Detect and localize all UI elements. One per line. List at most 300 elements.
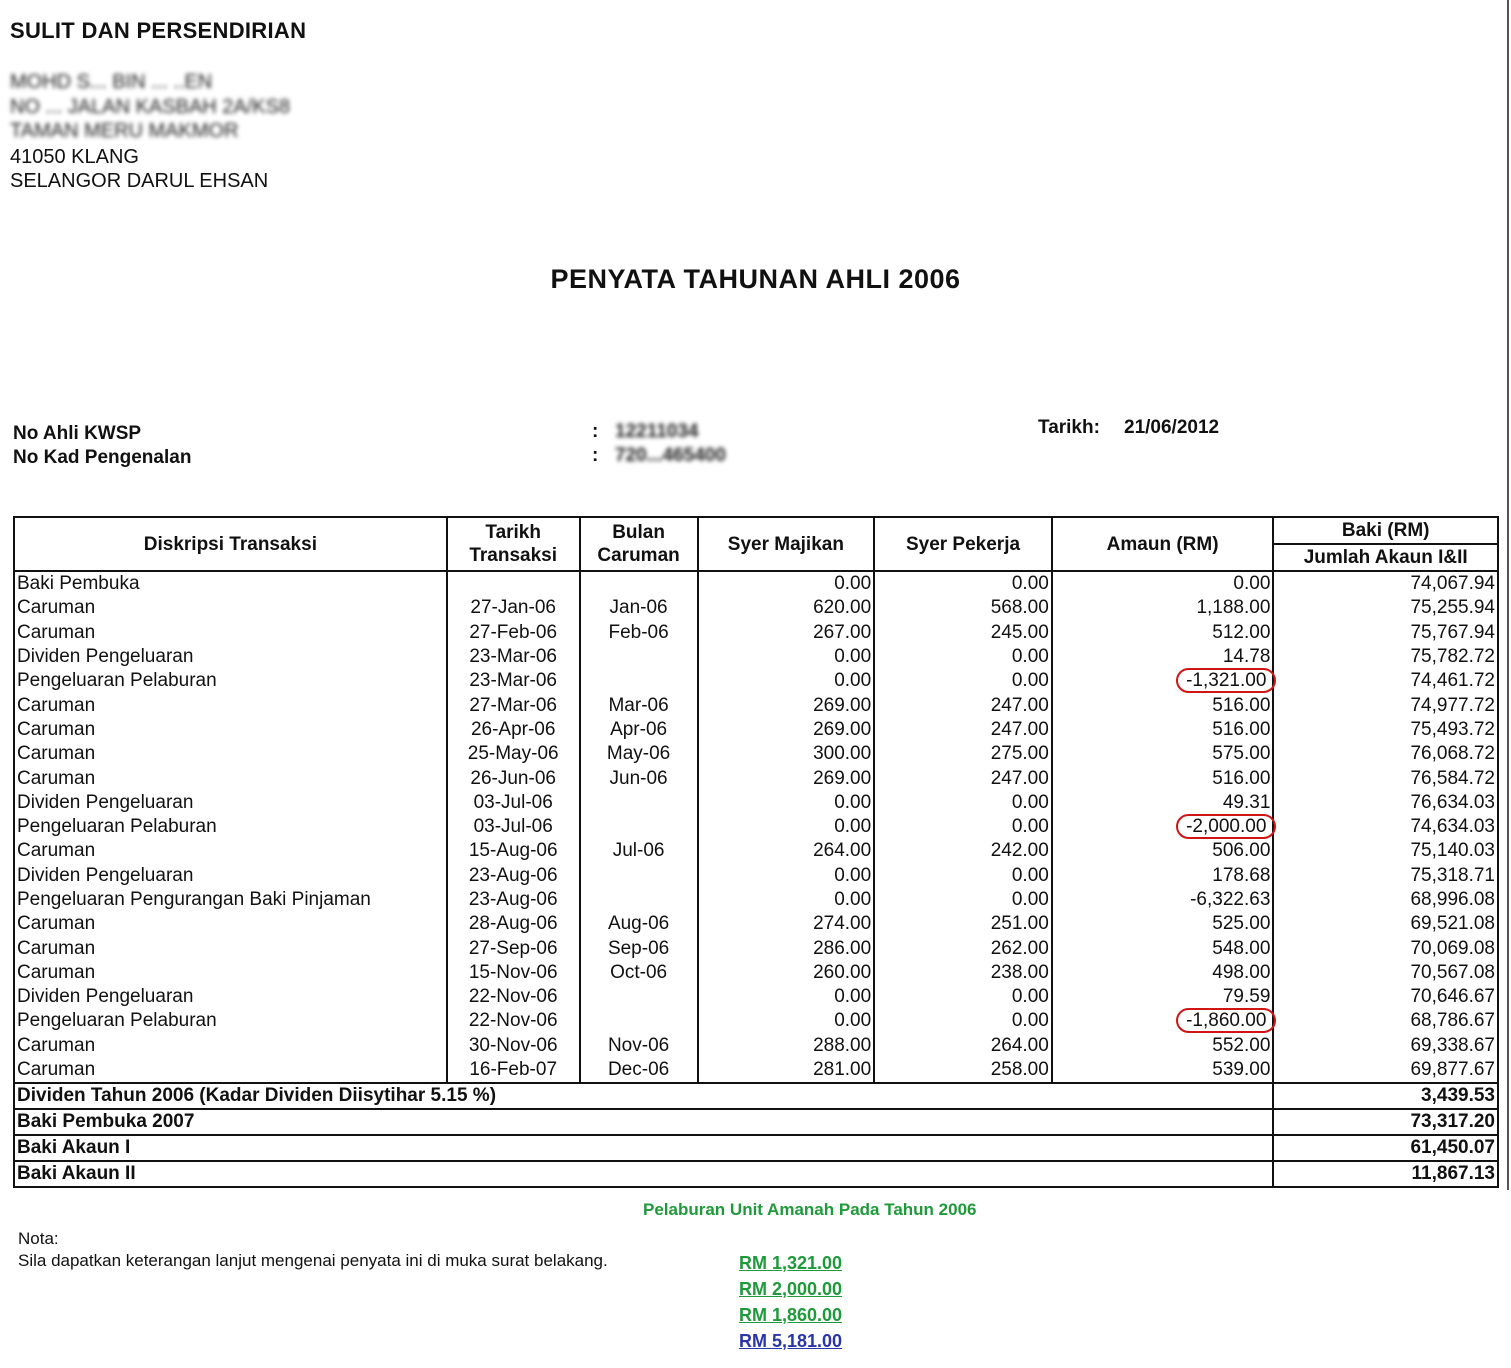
cell-description-text: Caruman xyxy=(17,597,96,619)
cell-amaun-text: 498.00 xyxy=(1212,961,1271,983)
cell-tarikh-text: 28-Aug-06 xyxy=(468,913,558,935)
cell-bulan-text: Mar-06 xyxy=(608,694,669,716)
header-baki-bottom: Jumlah Akaun I&II xyxy=(1303,547,1468,568)
cell-majikan xyxy=(698,571,875,596)
cell-amaun xyxy=(1052,961,1274,985)
cell-description-text: Caruman xyxy=(17,718,96,740)
cell-baki xyxy=(1273,621,1498,645)
header-baki-top: Baki (RM) xyxy=(1274,518,1497,545)
cell-amaun xyxy=(1052,693,1274,717)
cell-amaun xyxy=(1052,766,1274,790)
cell-majikan xyxy=(698,985,875,1009)
header-majikan: Syer Majikan xyxy=(698,517,875,571)
cell-baki-text: 74,977.72 xyxy=(1410,694,1495,716)
cell-amaun-text: 548.00 xyxy=(1212,937,1271,959)
table-row xyxy=(14,912,1498,936)
cell-baki xyxy=(1273,693,1498,717)
cell-bulan xyxy=(580,985,698,1009)
cell-description xyxy=(14,815,447,839)
summary-label: Baki Akaun II xyxy=(14,1161,1273,1187)
cell-amaun xyxy=(1052,742,1274,766)
circled-amount: -1,860.00 xyxy=(1176,1008,1276,1033)
cell-pekerja xyxy=(874,1058,1052,1083)
cell-pekerja xyxy=(874,864,1052,888)
address-line-3: TAMAN MERU MAKMOR xyxy=(10,120,239,142)
cell-pekerja xyxy=(874,693,1052,717)
investment-amount-2: RM 2,000.00 xyxy=(739,1279,843,1299)
classification-header: SULIT DAN PERSENDIRIAN xyxy=(10,18,307,43)
cell-baki-text: 70,069.08 xyxy=(1410,937,1495,959)
cell-baki-text: 75,140.03 xyxy=(1410,840,1495,862)
cell-bulan xyxy=(580,718,698,742)
cell-pekerja-text: 258.00 xyxy=(990,1059,1049,1081)
cell-amaun xyxy=(1052,1034,1274,1058)
cell-amaun xyxy=(1052,571,1274,596)
cell-pekerja xyxy=(874,718,1052,742)
cell-majikan-text: 260.00 xyxy=(813,961,872,983)
cell-description xyxy=(14,791,447,815)
cell-bulan-text: Dec-06 xyxy=(607,1059,670,1081)
cell-amaun xyxy=(1052,718,1274,742)
cell-pekerja xyxy=(874,985,1052,1009)
cell-majikan-text: 288.00 xyxy=(813,1034,872,1056)
cell-amaun-text: 0.00 xyxy=(1233,573,1271,595)
investment-total: RM 5,181.00 xyxy=(739,1331,843,1351)
header-pekerja: Syer Pekerja xyxy=(874,517,1052,571)
table-row xyxy=(14,1058,1498,1083)
no-ahli-separator: : xyxy=(592,421,599,442)
cell-baki xyxy=(1273,791,1498,815)
cell-pekerja xyxy=(874,1034,1052,1058)
cell-amaun xyxy=(1052,669,1274,693)
cell-tarikh-text: 27-Mar-06 xyxy=(469,694,558,716)
cell-majikan xyxy=(698,888,875,912)
cell-baki-text: 68,786.67 xyxy=(1410,1010,1495,1032)
cell-majikan-text: 0.00 xyxy=(834,573,872,595)
cell-pekerja xyxy=(874,766,1052,790)
cell-majikan-text: 281.00 xyxy=(813,1059,872,1081)
cell-tarikh xyxy=(447,864,580,888)
cell-tarikh xyxy=(447,1009,580,1033)
address-line-4: 41050 KLANG xyxy=(10,146,139,168)
summary-value: 73,317.20 xyxy=(1273,1109,1498,1135)
no-kp-label: No Kad Pengenalan xyxy=(13,447,192,468)
table-row xyxy=(14,718,1498,742)
cell-amaun-text: 79.59 xyxy=(1222,986,1271,1008)
cell-pekerja xyxy=(874,791,1052,815)
cell-pekerja xyxy=(874,912,1052,936)
nota-block xyxy=(18,1228,608,1272)
table-row xyxy=(14,571,1498,596)
summary-label: Baki Akaun I xyxy=(14,1135,1273,1161)
cell-majikan-text: 620.00 xyxy=(813,597,872,619)
summary-row xyxy=(14,1083,1498,1109)
cell-baki-text: 75,493.72 xyxy=(1410,718,1495,740)
cell-majikan xyxy=(698,1058,875,1083)
cell-pekerja xyxy=(874,888,1052,912)
cell-tarikh xyxy=(447,718,580,742)
table-row xyxy=(14,961,1498,985)
cell-description xyxy=(14,839,447,863)
cell-amaun-text: 178.68 xyxy=(1212,864,1271,886)
header-bulan: Bulan Caruman xyxy=(580,517,698,571)
summary-row xyxy=(14,1109,1498,1135)
circled-amount: -2,000.00 xyxy=(1176,814,1276,839)
cell-description-text: Dividen Pengeluaran xyxy=(17,646,194,668)
table-row xyxy=(14,815,1498,839)
cell-tarikh-text: 23-Mar-06 xyxy=(469,670,558,692)
cell-bulan xyxy=(580,766,698,790)
cell-description-text: Caruman xyxy=(17,621,96,643)
cell-baki xyxy=(1273,864,1498,888)
cell-tarikh-text: 03-Jul-06 xyxy=(473,791,553,813)
header-amaun: Amaun (RM) xyxy=(1052,517,1274,571)
cell-baki xyxy=(1273,815,1498,839)
cell-bulan xyxy=(580,912,698,936)
cell-tarikh-text: 26-Jun-06 xyxy=(470,767,556,789)
cell-majikan xyxy=(698,839,875,863)
cell-pekerja-text: 275.00 xyxy=(990,743,1049,765)
cell-majikan-text: 267.00 xyxy=(813,621,872,643)
cell-amaun-text: 49.31 xyxy=(1222,791,1271,813)
cell-amaun xyxy=(1052,912,1274,936)
cell-majikan-text: 0.00 xyxy=(834,986,872,1008)
cell-baki-text: 70,646.67 xyxy=(1410,986,1495,1008)
cell-tarikh xyxy=(447,742,580,766)
cell-tarikh xyxy=(447,888,580,912)
cell-majikan xyxy=(698,961,875,985)
cell-tarikh-text: 27-Jan-06 xyxy=(470,597,556,619)
cell-tarikh-text: 22-Nov-06 xyxy=(468,1010,558,1032)
cell-amaun-text: 552.00 xyxy=(1212,1034,1271,1056)
cell-amaun xyxy=(1052,815,1274,839)
cell-description xyxy=(14,961,447,985)
cell-pekerja xyxy=(874,645,1052,669)
cell-baki xyxy=(1273,961,1498,985)
cell-majikan-text: 269.00 xyxy=(813,694,872,716)
cell-majikan xyxy=(698,1034,875,1058)
cell-majikan xyxy=(698,791,875,815)
summary-row xyxy=(14,1161,1498,1187)
cell-amaun xyxy=(1052,791,1274,815)
table-row xyxy=(14,864,1498,888)
cell-amaun-text: 512.00 xyxy=(1212,621,1271,643)
cell-bulan-text: Jan-06 xyxy=(609,597,668,619)
cell-bulan-text: May-06 xyxy=(606,743,671,765)
cell-description-text: Caruman xyxy=(17,840,96,862)
cell-majikan xyxy=(698,669,875,693)
transaction-rows xyxy=(14,571,1498,1083)
investment-amount-1: RM 1,321.00 xyxy=(739,1253,843,1273)
cell-baki-text: 74,067.94 xyxy=(1410,573,1495,595)
cell-amaun-text: 525.00 xyxy=(1212,913,1271,935)
statement-title: PENYATA TAHUNAN AHLI 2006 xyxy=(550,264,961,294)
cell-description xyxy=(14,645,447,669)
cell-majikan-text: 0.00 xyxy=(834,646,872,668)
cell-pekerja xyxy=(874,839,1052,863)
cell-baki-text: 69,877.67 xyxy=(1410,1059,1495,1081)
cell-bulan xyxy=(580,961,698,985)
cell-pekerja-text: 568.00 xyxy=(990,597,1049,619)
cell-description-text: Baki Pembuka xyxy=(17,573,140,595)
cell-tarikh xyxy=(447,596,580,620)
cell-majikan-text: 264.00 xyxy=(813,840,872,862)
address-line-1: MOHD S... BIN ... ..EN xyxy=(10,71,213,93)
cell-description xyxy=(14,1058,447,1083)
cell-amaun-text: 516.00 xyxy=(1212,694,1271,716)
cell-amaun-text: 516.00 xyxy=(1212,718,1271,740)
header-tarikh: Tarikh Transaksi xyxy=(447,517,580,571)
cell-pekerja-text: 0.00 xyxy=(1011,986,1049,1008)
table-row xyxy=(14,621,1498,645)
circled-amount: -1,321.00 xyxy=(1176,668,1276,693)
cell-pekerja xyxy=(874,815,1052,839)
cell-baki-text: 69,338.67 xyxy=(1410,1034,1495,1056)
cell-description-text: Caruman xyxy=(17,961,96,983)
cell-pekerja-text: 245.00 xyxy=(990,621,1049,643)
cell-description xyxy=(14,766,447,790)
cell-majikan xyxy=(698,864,875,888)
cell-majikan-text: 0.00 xyxy=(834,791,872,813)
cell-tarikh xyxy=(447,571,580,596)
cell-tarikh xyxy=(447,669,580,693)
cell-tarikh-text: 26-Apr-06 xyxy=(470,718,556,740)
cell-amaun xyxy=(1052,645,1274,669)
cell-description xyxy=(14,669,447,693)
cell-description-text: Caruman xyxy=(17,1059,96,1081)
cell-baki xyxy=(1273,1058,1498,1083)
no-kp-value: 720...465400 xyxy=(615,445,726,466)
cell-description-text: Caruman xyxy=(17,743,96,765)
cell-bulan-text: Jun-06 xyxy=(609,767,668,789)
cell-majikan-text: 274.00 xyxy=(813,913,872,935)
cell-baki xyxy=(1273,742,1498,766)
cell-baki xyxy=(1273,888,1498,912)
cell-pekerja-text: 0.00 xyxy=(1011,816,1049,838)
cell-bulan xyxy=(580,864,698,888)
cell-majikan xyxy=(698,936,875,960)
cell-pekerja-text: 238.00 xyxy=(990,961,1049,983)
cell-tarikh xyxy=(447,693,580,717)
cell-description xyxy=(14,888,447,912)
cell-amaun-text: 539.00 xyxy=(1212,1059,1271,1081)
cell-description xyxy=(14,718,447,742)
cell-majikan xyxy=(698,621,875,645)
address-line-5: SELANGOR DARUL EHSAN xyxy=(10,170,269,192)
cell-baki-text: 68,996.08 xyxy=(1410,889,1495,910)
cell-description-text: Dividen Pengeluaran xyxy=(17,864,194,886)
cell-baki xyxy=(1273,1034,1498,1058)
tarikh-label: Tarikh: xyxy=(1038,417,1100,438)
cell-amaun-text: 14.78 xyxy=(1222,646,1271,668)
cell-bulan xyxy=(580,839,698,863)
cell-tarikh xyxy=(447,791,580,815)
table-row xyxy=(14,669,1498,693)
cell-baki-text: 75,767.94 xyxy=(1410,621,1495,643)
transaction-table xyxy=(13,516,1499,1188)
cell-description-text: Caruman xyxy=(17,1034,96,1056)
cell-majikan-text: 0.00 xyxy=(834,816,872,838)
cell-bulan xyxy=(580,645,698,669)
cell-tarikh xyxy=(447,815,580,839)
cell-majikan xyxy=(698,742,875,766)
cell-baki-text: 74,461.72 xyxy=(1410,670,1495,692)
cell-baki xyxy=(1273,1009,1498,1033)
cell-pekerja xyxy=(874,742,1052,766)
cell-baki-text: 75,782.72 xyxy=(1410,646,1495,668)
cell-pekerja xyxy=(874,621,1052,645)
cell-majikan-text: 0.00 xyxy=(834,889,872,910)
table-row xyxy=(14,766,1498,790)
cell-pekerja xyxy=(874,669,1052,693)
cell-description xyxy=(14,936,447,960)
cell-bulan-text: Feb-06 xyxy=(608,621,669,643)
cell-description xyxy=(14,742,447,766)
cell-pekerja-text: 247.00 xyxy=(990,694,1049,716)
cell-bulan xyxy=(580,669,698,693)
cell-majikan-text: 300.00 xyxy=(813,743,872,765)
cell-amaun xyxy=(1052,1058,1274,1083)
table-row xyxy=(14,936,1498,960)
table-row xyxy=(14,888,1498,912)
cell-bulan xyxy=(580,621,698,645)
cell-pekerja-text: 0.00 xyxy=(1011,864,1049,886)
cell-bulan-text: Aug-06 xyxy=(607,913,670,935)
cell-majikan-text: 269.00 xyxy=(813,767,872,789)
cell-amaun xyxy=(1052,621,1274,645)
cell-majikan xyxy=(698,766,875,790)
cell-tarikh-text: 22-Nov-06 xyxy=(468,986,558,1008)
cell-bulan xyxy=(580,791,698,815)
cell-pekerja xyxy=(874,1009,1052,1033)
cell-tarikh xyxy=(447,936,580,960)
cell-pekerja xyxy=(874,961,1052,985)
cell-majikan xyxy=(698,645,875,669)
cell-description-text: Pengeluaran Pengurangan Baki Pinjaman xyxy=(17,889,371,910)
cell-bulan xyxy=(580,815,698,839)
cell-baki xyxy=(1273,669,1498,693)
cell-pekerja-text: 264.00 xyxy=(990,1034,1049,1056)
scan-edge-line xyxy=(1507,0,1509,1190)
cell-bulan-text: Apr-06 xyxy=(610,718,668,740)
cell-pekerja-text: 0.00 xyxy=(1011,573,1049,595)
cell-baki xyxy=(1273,645,1498,669)
cell-majikan-text: 0.00 xyxy=(834,1010,872,1032)
cell-majikan xyxy=(698,1009,875,1033)
cell-pekerja xyxy=(874,936,1052,960)
cell-description-text: Dividen Pengeluaran xyxy=(17,791,194,813)
cell-tarikh xyxy=(447,1034,580,1058)
cell-pekerja-text: 262.00 xyxy=(990,937,1049,959)
cell-description xyxy=(14,571,447,596)
cell-description xyxy=(14,693,447,717)
cell-amaun xyxy=(1052,1009,1274,1033)
cell-description-text: Pengeluaran Pelaburan xyxy=(17,816,217,838)
table-row xyxy=(14,693,1498,717)
cell-majikan xyxy=(698,912,875,936)
cell-pekerja-text: 247.00 xyxy=(990,718,1049,740)
address-line-2: NO ... JALAN KASBAH 2A/KS8 xyxy=(10,96,291,118)
cell-baki xyxy=(1273,985,1498,1009)
cell-majikan xyxy=(698,596,875,620)
cell-description xyxy=(14,912,447,936)
tarikh-value: 21/06/2012 xyxy=(1124,417,1220,438)
cell-pekerja-text: 0.00 xyxy=(1011,646,1049,668)
table-row xyxy=(14,791,1498,815)
cell-amaun xyxy=(1052,864,1274,888)
cell-tarikh-text: 23-Aug-06 xyxy=(468,889,558,910)
cell-tarikh-text: 16-Feb-07 xyxy=(469,1059,558,1081)
cell-tarikh-text: 15-Nov-06 xyxy=(468,961,558,983)
cell-bulan xyxy=(580,742,698,766)
cell-tarikh-text: 27-Feb-06 xyxy=(469,621,558,643)
investment-title: Pelaburan Unit Amanah Pada Tahun 2006 xyxy=(643,1200,977,1219)
cell-tarikh-text: 23-Aug-06 xyxy=(468,864,558,886)
cell-description xyxy=(14,864,447,888)
summary-value: 11,867.13 xyxy=(1273,1161,1498,1187)
summary-value: 3,439.53 xyxy=(1273,1083,1498,1109)
table-row xyxy=(14,742,1498,766)
cell-baki xyxy=(1273,718,1498,742)
cell-majikan-text: 0.00 xyxy=(834,670,872,692)
cell-amaun xyxy=(1052,985,1274,1009)
cell-description-text: Pengeluaran Pelaburan xyxy=(17,1010,217,1032)
header-baki xyxy=(1273,517,1498,571)
table-row xyxy=(14,1034,1498,1058)
cell-pekerja-text: 0.00 xyxy=(1011,1010,1049,1032)
cell-majikan-text: 0.00 xyxy=(834,864,872,886)
cell-baki-text: 70,567.08 xyxy=(1410,961,1495,983)
table-row xyxy=(14,839,1498,863)
cell-baki xyxy=(1273,936,1498,960)
table-row xyxy=(14,645,1498,669)
cell-majikan xyxy=(698,718,875,742)
no-kp-separator: : xyxy=(592,445,599,466)
cell-amaun xyxy=(1052,596,1274,620)
summary-value: 61,450.07 xyxy=(1273,1135,1498,1161)
cell-bulan xyxy=(580,1034,698,1058)
cell-baki xyxy=(1273,912,1498,936)
summary-label: Dividen Tahun 2006 (Kadar Dividen Diisytihar 5.15 %) xyxy=(14,1083,1273,1109)
cell-pekerja-text: 0.00 xyxy=(1011,670,1049,692)
cell-bulan xyxy=(580,571,698,596)
cell-pekerja-text: 0.00 xyxy=(1011,791,1049,813)
cell-description xyxy=(14,596,447,620)
cell-description-text: Pengeluaran Pelaburan xyxy=(17,670,217,692)
cell-amaun xyxy=(1052,888,1274,912)
cell-baki xyxy=(1273,766,1498,790)
cell-tarikh xyxy=(447,912,580,936)
cell-baki-text: 69,521.08 xyxy=(1410,913,1495,935)
cell-tarikh xyxy=(447,961,580,985)
cell-description-text: Caruman xyxy=(17,767,96,789)
summary-rows xyxy=(14,1083,1498,1187)
cell-description xyxy=(14,985,447,1009)
cell-amaun-text: 506.00 xyxy=(1212,840,1271,862)
cell-majikan-text: 269.00 xyxy=(813,718,872,740)
cell-bulan-text: Oct-06 xyxy=(610,961,668,983)
cell-pekerja-text: 242.00 xyxy=(990,840,1049,862)
cell-description-text: Caruman xyxy=(17,913,96,935)
cell-tarikh xyxy=(447,1058,580,1083)
header-desc: Diskripsi Transaksi xyxy=(14,517,447,571)
cell-pekerja-text: 251.00 xyxy=(990,913,1049,935)
cell-pekerja xyxy=(874,596,1052,620)
cell-majikan xyxy=(698,693,875,717)
cell-bulan-text: Sep-06 xyxy=(607,937,670,959)
cell-baki-text: 76,068.72 xyxy=(1410,743,1495,765)
no-ahli-label: No Ahli KWSP xyxy=(13,423,142,444)
